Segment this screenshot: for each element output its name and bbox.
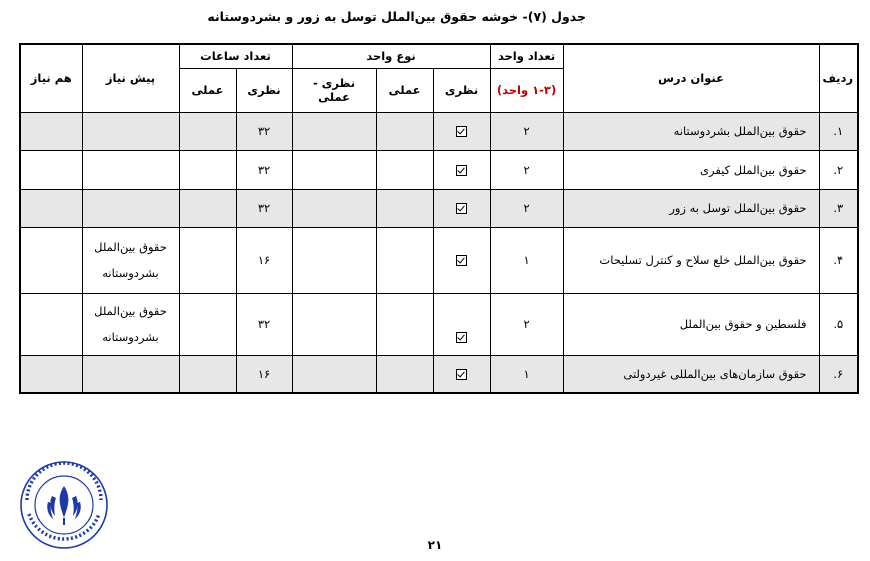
table-row (20, 355, 858, 393)
course-title: حقوق بین‌الملل توسل به زور (563, 189, 819, 227)
hours-theory: ۱۶ (236, 355, 292, 393)
table-title: جدول (۷)- خوشه حقوق بین‌الملل توسل به زور و بشردوستانه (207, 9, 586, 24)
header-practical: عملی (376, 68, 433, 112)
prerequisite-cell (82, 150, 179, 189)
header-unit-type: نوع واحد (292, 44, 490, 68)
hours-theory: ۱۶ (236, 227, 292, 293)
prerequisite-cell (82, 355, 179, 393)
course-title: حقوق بین‌الملل بشردوستانه (563, 112, 819, 150)
checkbox-checked-icon (456, 255, 467, 266)
unit-count: ۲ (490, 112, 563, 150)
table-row (20, 189, 858, 227)
unit-count: ۲ (490, 189, 563, 227)
corequisite-cell (20, 189, 82, 227)
header-row-num: ردیف (819, 44, 858, 112)
theory-cell (433, 112, 490, 150)
header-prerequisite: پیش نیاز (82, 44, 179, 112)
unit-count: ۲ (490, 150, 563, 189)
header-theory: نظری (433, 68, 490, 112)
theory-practical-cell (292, 112, 376, 150)
row-number: ۱. (819, 112, 858, 150)
theory-practical-cell (292, 189, 376, 227)
practical-cell (376, 150, 433, 189)
theory-cell (433, 293, 490, 355)
unit-count: ۱ (490, 355, 563, 393)
header-corequisite: هم نیاز (20, 44, 82, 112)
header-theory-practical: نظری - عملی (292, 68, 376, 112)
prerequisite-line: حقوق بین‌الملل (94, 240, 167, 254)
hours-theory: ۳۲ (236, 189, 292, 227)
unit-count: ۲ (490, 293, 563, 355)
header-hours: تعداد ساعات (179, 44, 292, 68)
row-number: ۲. (819, 150, 858, 189)
prerequisite-line: بشردوستانه (102, 330, 159, 344)
header-hours-theory: نظری (236, 68, 292, 112)
header-hours-practical: عملی (179, 68, 236, 112)
theory-cell (433, 227, 490, 293)
course-title: حقوق بین‌الملل کیفری (563, 150, 819, 189)
checkbox-checked-icon (456, 203, 467, 214)
prerequisite-cell (82, 112, 179, 150)
practical-cell (376, 227, 433, 293)
course-title: حقوق سازمان‌های بین‌المللی غیردولتی (563, 355, 819, 393)
course-table (19, 43, 859, 394)
practical-cell (376, 112, 433, 150)
theory-practical-cell (292, 227, 376, 293)
theory-practical-cell (292, 293, 376, 355)
course-title: حقوق بین‌الملل خلع سلاح و کنترل تسلیحات (563, 227, 819, 293)
checkbox-checked-icon (456, 332, 467, 343)
theory-cell (433, 355, 490, 393)
prerequisite-line: حقوق بین‌الملل (94, 304, 167, 318)
theory-cell (433, 150, 490, 189)
page-number: ۲۱ (427, 538, 443, 552)
hours-practical (179, 355, 236, 393)
prerequisite-cell (82, 189, 179, 227)
header-units: تعداد واحد (490, 44, 563, 68)
theory-practical-cell (292, 150, 376, 189)
corequisite-cell (20, 227, 82, 293)
corequisite-cell (20, 293, 82, 355)
hours-practical (179, 293, 236, 355)
hours-theory: ۳۲ (236, 112, 292, 150)
ministry-seal-logo (19, 460, 109, 550)
theory-cell (433, 189, 490, 227)
prerequisite-cell (82, 227, 179, 293)
corequisite-cell (20, 112, 82, 150)
corequisite-cell (20, 150, 82, 189)
hours-practical (179, 112, 236, 150)
table-row (20, 112, 858, 150)
checkbox-checked-icon (456, 165, 467, 176)
practical-cell (376, 355, 433, 393)
row-number: ۳. (819, 189, 858, 227)
hours-theory: ۳۲ (236, 150, 292, 189)
prerequisite-cell (82, 293, 179, 355)
table-row (20, 150, 858, 189)
header-units-range: (۱-۳ واحد) (490, 68, 563, 112)
row-number: ۶. (819, 355, 858, 393)
table-row (20, 227, 858, 293)
checkbox-checked-icon (456, 126, 467, 137)
hours-theory: ۳۲ (236, 293, 292, 355)
corequisite-cell (20, 355, 82, 393)
row-number: ۴. (819, 227, 858, 293)
table-row (20, 293, 858, 355)
practical-cell (376, 189, 433, 227)
header-course-title: عنوان درس (563, 44, 819, 112)
prerequisite-line: بشردوستانه (102, 266, 159, 280)
checkbox-checked-icon (456, 369, 467, 380)
row-number: ۵. (819, 293, 858, 355)
theory-practical-cell (292, 355, 376, 393)
hours-practical (179, 189, 236, 227)
unit-count: ۱ (490, 227, 563, 293)
hours-practical (179, 227, 236, 293)
course-title: فلسطین و حقوق بین‌الملل (563, 293, 819, 355)
hours-practical (179, 150, 236, 189)
practical-cell (376, 293, 433, 355)
